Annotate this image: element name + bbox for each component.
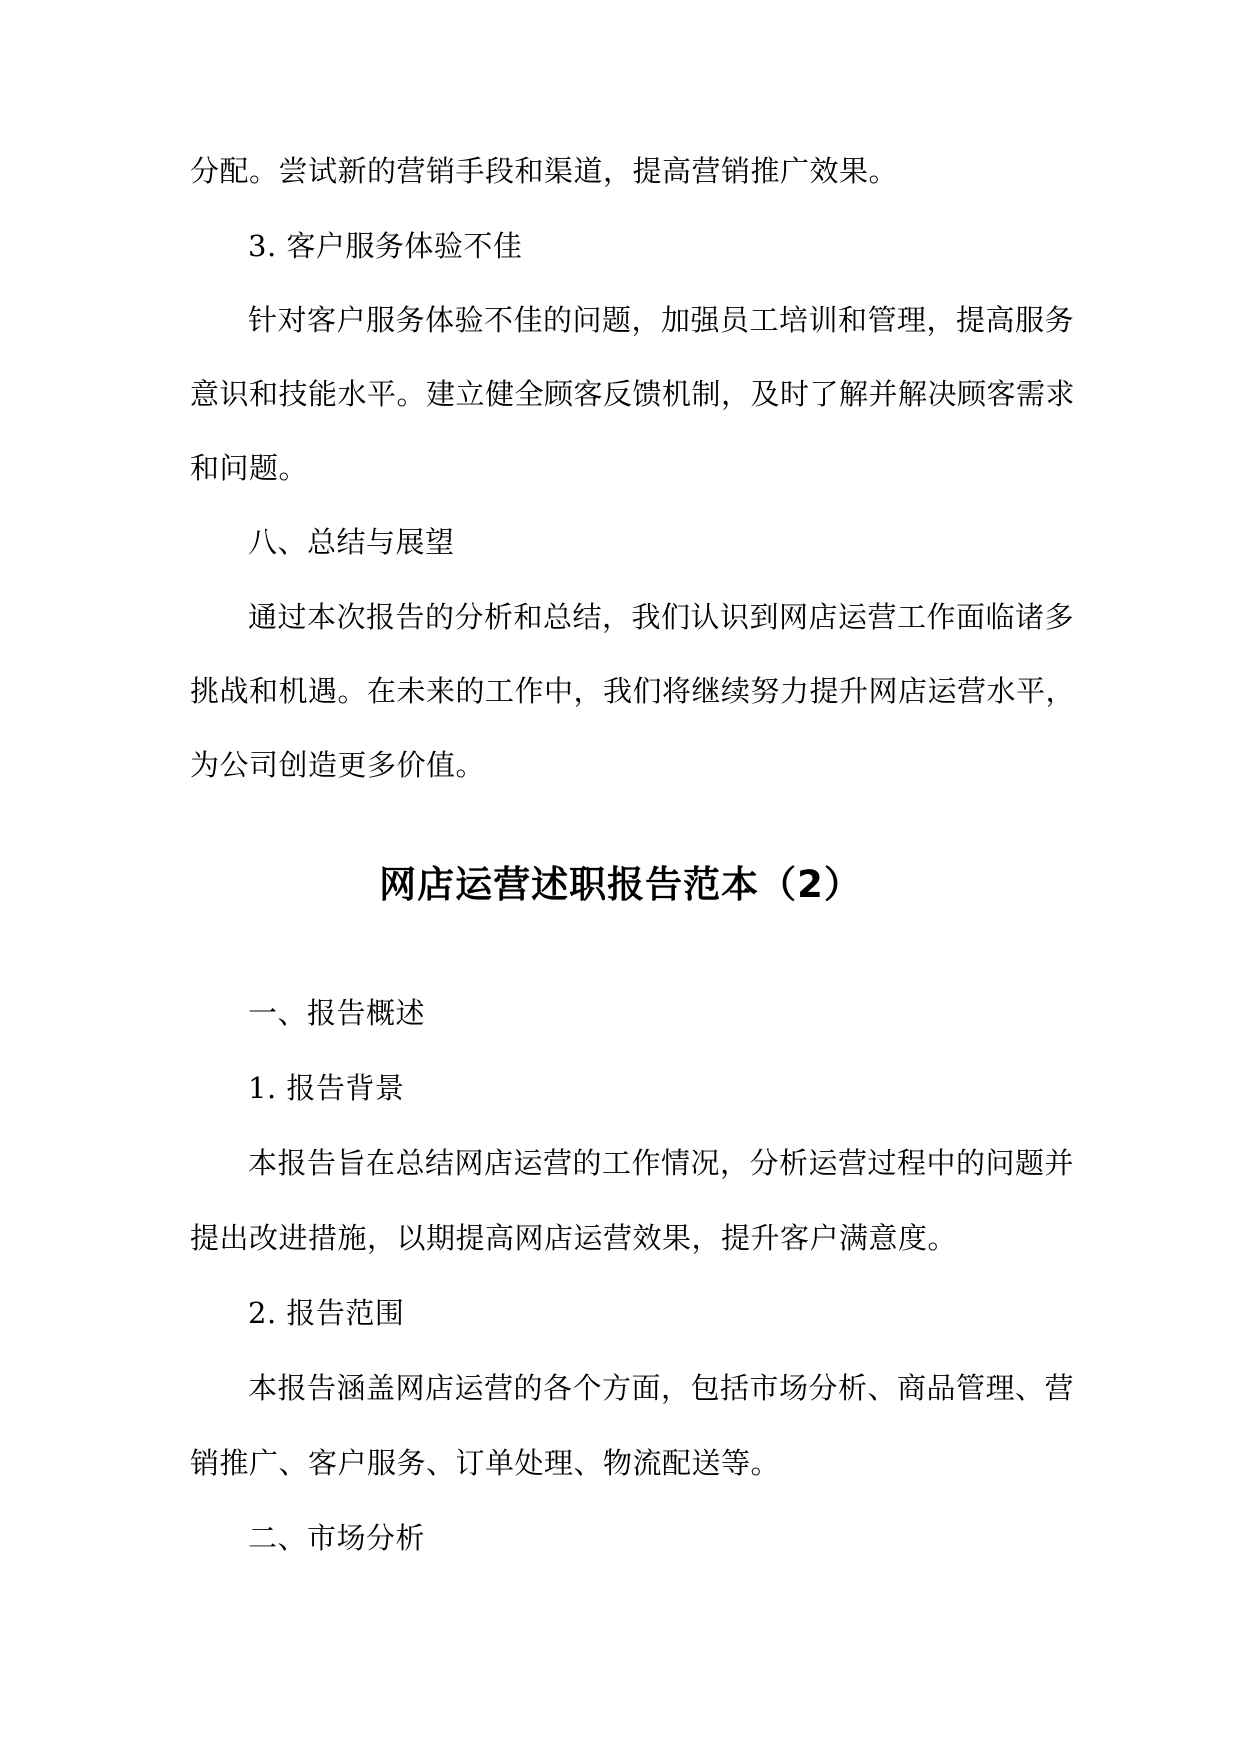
- paragraph-line: 和问题。: [190, 451, 309, 485]
- section-heading: 八、总结与展望: [248, 525, 455, 559]
- subheading: 3. 客户服务体验不佳: [248, 229, 523, 263]
- paragraph-line: 通过本次报告的分析和总结，我们认识到网店运营工作面临诸多: [248, 600, 1075, 634]
- paragraph-line: 提出改进措施，以期提高网店运营效果，提升客户满意度。: [190, 1221, 958, 1255]
- paragraph-line: 本报告涵盖网店运营的各个方面，包括市场分析、商品管理、营: [248, 1371, 1075, 1405]
- subheading: 1. 报告背景: [248, 1071, 405, 1105]
- section-heading: 一、报告概述: [248, 996, 426, 1030]
- paragraph-line: 意识和技能水平。建立健全顾客反馈机制，及时了解并解决顾客需求: [190, 377, 1076, 411]
- paragraph-line: 为公司创造更多价值。: [190, 748, 486, 782]
- paragraph-line: 针对客户服务体验不佳的问题，加强员工培训和管理，提高服务: [248, 303, 1075, 337]
- document-title: 网店运营述职报告范本（2）: [379, 863, 862, 906]
- paragraph-line: 分配。尝试新的营销手段和渠道，提高营销推广效果。: [190, 154, 899, 188]
- section-heading: 二、市场分析: [248, 1521, 426, 1555]
- paragraph-line: 挑战和机遇。在未来的工作中，我们将继续努力提升网店运营水平，: [190, 674, 1076, 708]
- paragraph-line: 销推广、客户服务、订单处理、物流配送等。: [190, 1446, 781, 1480]
- subheading: 2. 报告范围: [248, 1296, 405, 1330]
- paragraph-line: 本报告旨在总结网店运营的工作情况，分析运营过程中的问题并: [248, 1146, 1075, 1180]
